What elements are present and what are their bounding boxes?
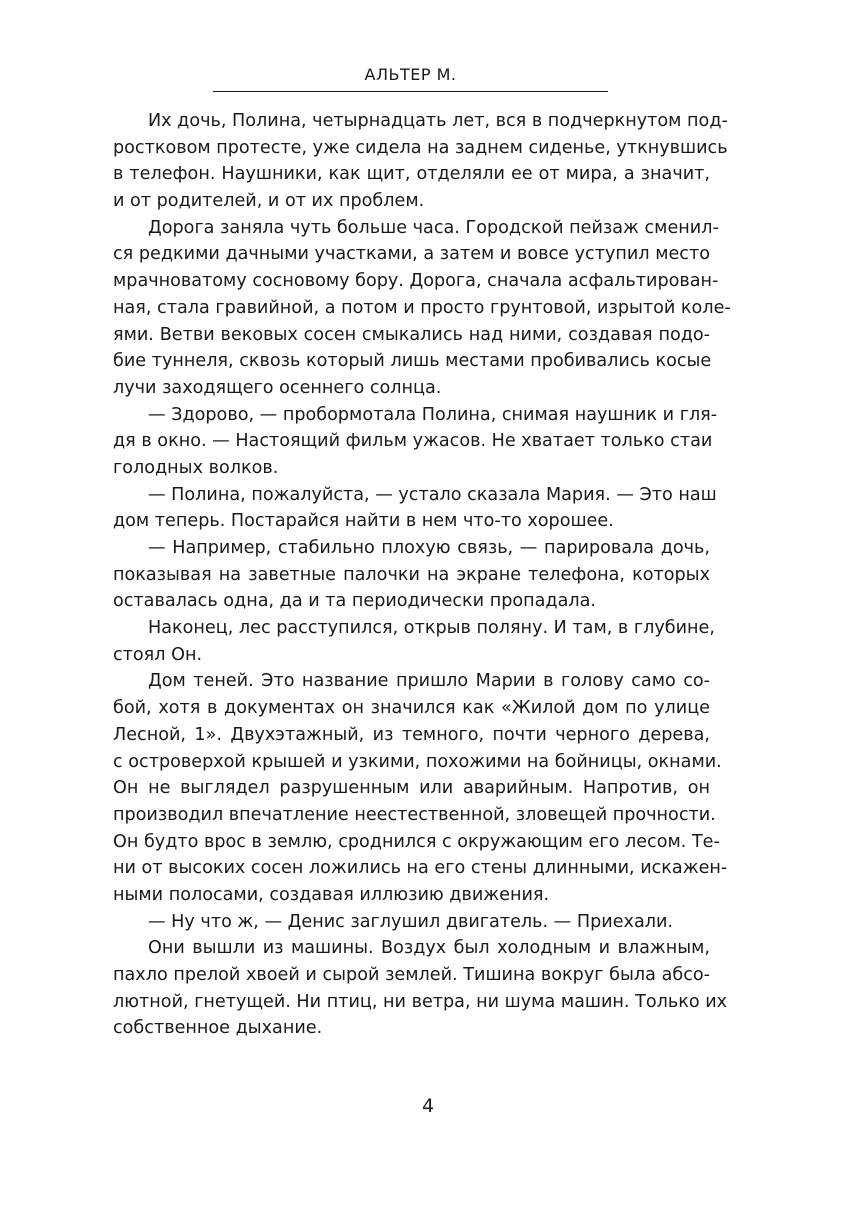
text-line: голодных волков.: [113, 457, 279, 478]
text-line: ными полосами, создавая иллюзию движения.: [113, 884, 550, 905]
text-line: бие туннеля, сквозь который лишь местами пробивались косые: [113, 351, 712, 372]
text-line: дом теперь. Постарайся найти в нем что-то хорошее.: [113, 511, 614, 532]
text-line: мрачноватому сосновому бору. Дорога, сначала асфальтирован-: [113, 271, 719, 292]
text-line: в телефон. Наушники, как щит, отделяли ее от мира, а значит,: [113, 164, 710, 185]
text-line: — Здорово, — пробормотала Полина, снимая наушник и гля-: [148, 404, 718, 425]
text-line: Они вышли из машины. Воздух был холодным и влажным,: [148, 938, 710, 959]
body-text: [113, 108, 731, 1042]
text-line: и от родителей, и от их проблем.: [113, 191, 425, 212]
text-line: стоял Он.: [113, 644, 203, 665]
text-line: Наконец, лес расступился, открыв поляну. И там, в глубине,: [148, 618, 715, 639]
text-line: — Ну что ж, — Денис заглушил двигатель. — Приехали.: [148, 911, 673, 932]
text-line: производил впечатление неестественной, зловещей прочности.: [113, 804, 716, 825]
text-line: Дорога заняла чуть больше часа. Городской пейзаж сменил-: [148, 217, 719, 238]
text-line: ями. Ветви вековых сосен смыкались над ними, создавая подо-: [113, 324, 710, 345]
text-line: Он не выглядел разрушенным или аварийным. Напротив, он: [113, 778, 710, 799]
text-line: лучи заходящего осеннего солнца.: [113, 377, 442, 398]
text-line: Дом теней. Это название пришло Марии в голову само со-: [148, 671, 710, 692]
text-line: ся редкими дачными участками, а затем и вовсе уступил место: [113, 244, 710, 265]
text-line: — Например, стабильно плохую связь, — парировала дочь,: [148, 538, 710, 558]
text-line: ростковом протесте, уже сидела на заднем сиденье, уткнувшись: [113, 137, 728, 158]
text-line: Он будто врос в землю, сроднился с окружающим его лесом. Те-: [113, 831, 720, 852]
text-line: показывая на заветные палочки на экране телефона, которых: [113, 564, 710, 585]
text-line: Лесной, 1». Двухэтажный, из темного, почти черного дерева,: [113, 724, 710, 745]
text-line: Их дочь, Полина, четырнадцать лет, вся в подчеркнутом под-: [148, 111, 728, 131]
text-line: бой, хотя в документах он значился как «Жилой дом по улице: [113, 698, 710, 719]
text-line: ни от высоких сосен ложились на его стены длинными, искажен-: [113, 858, 728, 879]
text-line: ная, стала гравийной, а потом и просто грунтовой, изрытой коле-: [113, 297, 731, 318]
text-line: дя в окно. — Настоящий фильм ужасов. Не хватает только стаи: [113, 431, 713, 452]
text-line: лютной, гнетущей. Ни птиц, ни ветра, ни шума машин. Только их: [113, 991, 728, 1012]
text-line: оставалась одна, да и та периодически пропадала.: [113, 591, 596, 612]
header-rule: [213, 91, 608, 92]
running-head: АЛЬТЕР М.: [364, 65, 457, 84]
text-line: пахло прелой хвоей и сырой землей. Тишина вокруг была абсо-: [113, 965, 710, 985]
text-line: с островерхой крышей и узкими, похожими на бойницы, окнами.: [113, 751, 722, 772]
text-line: — Полина, пожалуйста, — устало сказала Мария. — Это наш: [148, 484, 717, 505]
text-line: собственное дыхание.: [113, 1018, 323, 1039]
page-number: 4: [421, 1095, 435, 1117]
